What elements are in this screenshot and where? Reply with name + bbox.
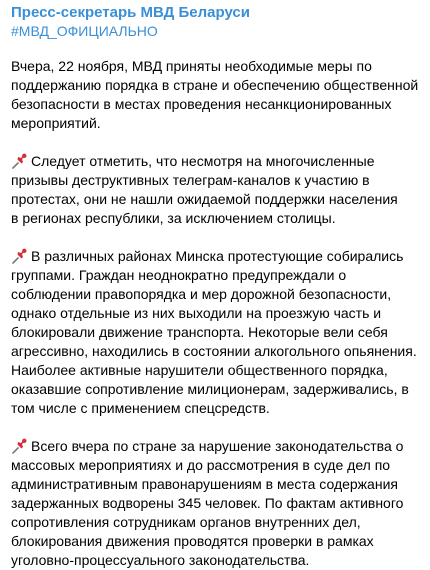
paragraph-line: [11, 437, 422, 456]
post-paragraph: [11, 57, 422, 133]
paragraph-line: [11, 152, 422, 171]
paragraph-line: блокировали движение транспорта. Некоторые вели себя: [11, 324, 388, 340]
paragraph-line: мероприятий.: [11, 115, 101, 131]
hashtag-link[interactable]: #МВД_ОФИЦИАЛЬНО: [11, 23, 158, 39]
paragraph-line-text: Следует отметить, что несмотря на многочисленные: [31, 153, 375, 169]
post-paragraph: [11, 152, 422, 228]
pushpin-icon: [11, 153, 28, 169]
post-paragraph: [11, 247, 422, 418]
channel-title[interactable]: Пресс-секретарь МВД Беларуси: [11, 4, 250, 21]
paragraph-line-text: В различных районах Минска протестующие собирались: [31, 248, 404, 264]
paragraph-line: призывы деструктивных телеграм-каналов к участию в: [11, 172, 370, 188]
paragraph-line: в регионах республики, за исключением столицы.: [11, 210, 336, 226]
paragraph-line: агрессивно, находились в состоянии алкогольного опьянения.: [11, 343, 417, 359]
paragraph-line: группами. Граждан неоднократно предупреждали о: [11, 267, 347, 283]
paragraph-line: Вчера, 22 ноября, МВД приняты необходимые меры по: [11, 58, 372, 74]
paragraph-line: поддержанию порядка в стране и обеспечению общественной: [11, 77, 419, 93]
paragraph-line: сопротивления сотрудникам органов внутренних дел,: [11, 514, 361, 530]
paragraph-line: оказавшие сопротивление милиционерам, задерживались, в: [11, 381, 409, 397]
paragraph-line: соблюдении правопорядка и мер дорожной безопасности,: [11, 286, 392, 302]
paragraph-line: Наиболее активные нарушители общественного порядка,: [11, 362, 388, 378]
paragraph-line: блокирования движения проводятся проверки в рамках: [11, 533, 374, 549]
pushpin-icon: [11, 438, 28, 454]
paragraph-line: протестах, они не нашли ожидаемой поддержки населения: [11, 191, 398, 207]
paragraph-line: том числе с применением спецсредств.: [11, 400, 270, 416]
paragraph-line-text: Всего вчера по стране за нарушение законодательства о: [31, 438, 404, 454]
paragraph-line: задержанных водворены 345 человек. По фактам активного: [11, 495, 404, 511]
paragraph-line: [11, 247, 422, 266]
paragraph-line: уголовно-процессуального законодательства.: [11, 552, 310, 568]
paragraph-line: административным правонарушениям в места содержания: [11, 476, 398, 492]
paragraph-line: массовых мероприятиях и до рассмотрения в суде дел по: [11, 457, 391, 473]
pushpin-icon: [11, 248, 28, 264]
paragraph-line: безопасности в местах проведения несанкционированных: [11, 96, 392, 112]
paragraph-line: однако отдельные из них выходили на проезжую часть и: [11, 305, 382, 321]
post-paragraph: [11, 437, 422, 570]
